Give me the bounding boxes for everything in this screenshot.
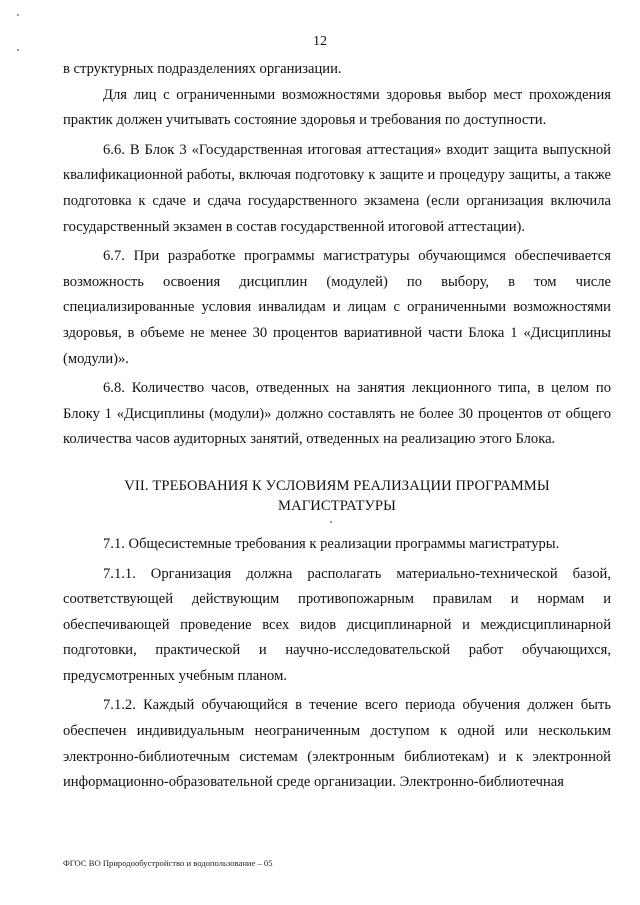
section-heading [63, 453, 611, 532]
section-heading-line-2: МАГИСТРАТУРЫ [278, 497, 396, 514]
paragraph-disabilities-practice: Для лиц с ограниченными возможностями здоровья выбор мест прохождения практик должен учитывать состояние здоровья и требования по доступности. [63, 86, 611, 129]
paragraph-7-1-2: 7.1.2. Каждый обучающийся в течение всего периода обучения должен быть обеспечен индивидуальным неограниченным доступом к одной или нескольким электронно-библиотечным системам (электронным библиотекам) и к электронной информационно-образовательной среде организации. Электронно-библиотечная [63, 697, 611, 791]
page-number: 12 [313, 34, 327, 49]
paragraph-6-8: 6.8. Количество часов, отведенных на занятия лекционного типа, в целом по Блоку 1 «Дисциплины (модули)» должно составлять не более 30 процентов от общего количества часов аудиторных занятий, отведенных на реализацию этого Блока. [63, 380, 611, 448]
scan-speck [17, 14, 19, 16]
paragraph-7-1: 7.1. Общесистемные требования к реализации программы магистратуры. [103, 535, 560, 552]
section-heading-line-1: VII. ТРЕБОВАНИЯ К УСЛОВИЯМ РЕАЛИЗАЦИИ ПРОГРАММЫ [124, 477, 550, 494]
document-footer: ФГОС ВО Природообустройство и водопользование – 05 [63, 858, 273, 868]
paragraph-6-6: 6.6. В Блок 3 «Государственная итоговая аттестация» входит защита выпускной квалификационной работы, включая подготовку к защите и процедуру защиты, а также подготовка к сдаче и сдача государственного экзамена (если организация включила государственный экзамен в состав государственной итоговой аттестации). [63, 141, 611, 235]
document-body [63, 57, 611, 796]
paragraph-6-7: 6.7. При разработке программы магистратуры обучающимся обеспечивается возможность освоения дисциплин (модулей) по выбору, в том числе специализированные условия инвалидам и лицам с ограниченными возможностями здоровья, в объеме не менее 30 процентов вариативной части Блока 1 «Дисциплины (модули)». [63, 248, 611, 367]
paragraph-continuation: в структурных подразделениях организации. [63, 61, 342, 77]
paragraph-7-1-1: 7.1.1. Организация должна располагать материально-технической базой, соответствующей действующим противопожарным правилам и нормам и обеспечивающей проведение всех видов дисциплинарной и междисциплинарной подготовки, практической и научно-исследовательской работ обучающихся, предусмотренных учебным планом. [63, 565, 611, 684]
